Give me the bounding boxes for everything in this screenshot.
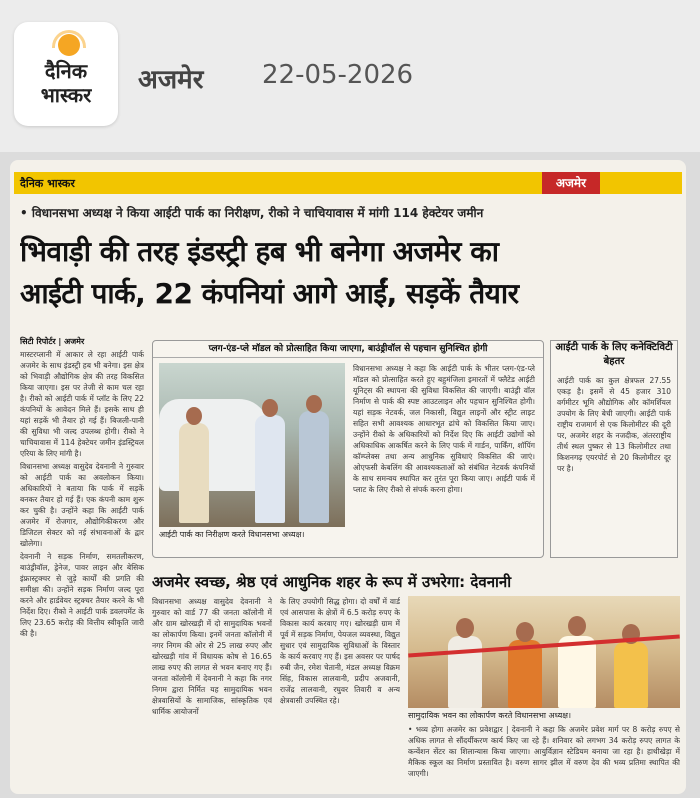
photo-caption: आईटी पार्क का निरीक्षण करते विधानसभा अध्यक्ष।	[159, 530, 305, 539]
photo-caption: सामुदायिक भवन का लोकार्पण करते विधानसभा अध्यक्ष।	[408, 711, 572, 720]
headline-line2: आईटी पार्क, 22 कंपनियां आगे आईं, सड़कें तैयार	[20, 277, 519, 310]
byline: सिटी रिपोर्टर | अजमेर	[20, 337, 85, 346]
logo-text-line1: दैनिक	[44, 59, 88, 83]
plug-and-play-box	[152, 340, 544, 558]
person-shape	[179, 423, 209, 523]
page-header-strip	[14, 172, 682, 194]
person-head	[262, 399, 278, 417]
app-header	[0, 0, 700, 152]
dainik-bhaskar-logo[interactable]	[14, 22, 118, 126]
headline-line1: भिवाड़ी की तरह इंडस्ट्री हब भी बनेगा अजमेर का	[20, 235, 499, 268]
strip-logo: दैनिक भास्कर	[20, 177, 75, 190]
person-shape	[448, 636, 482, 708]
person-shape	[614, 642, 648, 708]
person-head	[456, 618, 474, 638]
edition-date: 22-05-2026	[262, 60, 414, 90]
person-shape	[299, 411, 329, 523]
logo-text-line2: भास्कर	[40, 83, 92, 107]
person-head	[516, 622, 534, 642]
person-shape	[558, 636, 596, 708]
col1-paragraph-2: विधानसभा अध्यक्ष वासुदेव देवनानी ने गुरुवार को आईटी पार्क का अवलोकन किया। अधिकारियों ने बताया कि पार्क में सड़कें बनकर तैयार हो गई हैं। एक कंपनी काम शुरू कर चुकी है। उन्होंने कहा कि आईटी पार्क अजमेर में रोजगार, औद्योगिकीकरण और डिजिटल सेक्टर को नई संभावनाओं के द्वार खोलेगा।	[20, 462, 144, 548]
col1-paragraph-3: देवनानी ने सड़क निर्माण, समतलीकरण, बाउंड्रीवॉल, ड्रेनेज, पावर लाइन और बेसिक इंफ्रास्ट्रक्चर से जुड़े कार्यों की प्रगति की समीक्षा की। उन्होंने सड़क निर्माण जल्द पूरा करने और हार्डवेयर स्ट्रक्चर तैयार करने के भी निर्देश दिए। रीको ने आईटी पार्क डवलपमेंट के लिए 23.65 करोड़ की वित्तीय स्वीकृति जारी की है।	[20, 552, 144, 638]
sun-icon	[58, 34, 80, 56]
section2-column-2: के लिए उपयोगी सिद्ध होगा। दो वर्षों में वार्ड एवं आसपास के क्षेत्रों में 6.5 करोड़ रुपए के विकास कार्य करवाए गए। खोरखड़ी ग्राम में पूर्व में सड़क निर्माण, पेयजल व्यवस्था, विद्युत सुधार एवं सामुदायिक सुविधाओं के विस्तार के कार्य करवाए गए हैं। इस अवसर पर पार्षद रुबी जैन, रमेश चेतानी, मंडल अध्यक्ष विक्रम सिंह, विकास लालवानी, प्रदीप अजवानी, राजेंद्र लालवानी, रघुवर तिवारी व अन्य क्षेत्रवासी उपस्थित रहे।	[280, 597, 400, 705]
box-text: विधानसभा अध्यक्ष ने कहा कि आईटी पार्क के भीतर प्लग-एंड-प्ले मॉडल को प्रोत्साहित करते हुए बहुमंजिला इमारतों में फ्लैटेड आईटी यूनिट्स की स्थापना की सुविधा विकसित की जाएगी। बाउंड्री वॉल निर्माण से पार्क की स्पष्ट आउटलाइन और पहचान सुनिश्चित होगी। यहां सड़क नेटवर्क, जल निकासी, विद्युत लाइनों और स्ट्रीट लाइट सहित सभी आवश्यक आधारभूत ढांचे को विकसित किया जाए। उन्होंने रीको के अधिकारियों को निर्देश दिए कि आईटी उद्योगों को अधिकाधिक आकर्षित करने के लिए पार्क में गार्डन, पार्किंग, शॉपिंग कॉम्प्लेक्स तथा अन्य आधुनिक सुविधाएं विकसित की जाएं। ओएफसी केबलिंग की आवश्यकताओं को संबंधित नेटवर्क कंपनियों के साथ समन्वय स्थापित कर तुरंत पूरा किया जाए। आईटी पार्क में प्लाट के लिए रीको से संपर्क करना होगा।	[353, 364, 535, 494]
connectivity-sidebar	[550, 340, 678, 558]
person-head	[568, 616, 586, 636]
car-shape	[159, 399, 269, 491]
inspection-photo[interactable]	[159, 363, 345, 527]
article-column-1	[20, 336, 144, 788]
sidebar-text: आईटी पार्क का कुल क्षेत्रफल 27.55 एकड़ है। इसमें से 45 हजार 310 वर्गमीटर भूमि औद्योगिक और कॉमर्शियल उपयोग के लिए बेची जाएगी। आईटी पार्क राष्ट्रीय राजमार्ग से एक किलोमीटर की दूरी पर, अजमेर शहर के नजदीक, अंतरराष्ट्रीय तीर्थ स्थल पुष्कर से 13 किलोमीटर तथा किशनगढ़ एयरपोर्ट से 20 किलोमीटर दूर पर है।	[557, 376, 671, 473]
newspaper-page[interactable]	[10, 160, 686, 794]
strip-city-badge: अजमेर	[542, 172, 600, 194]
sidebar-heading: आईटी पार्क के लिए कनेक्टिविटी बेहतर	[555, 342, 673, 367]
section2-headline: अजमेर स्वच्छ, श्रेष्ठ एवं आधुनिक शहर के रूप में उभरेगा: देवनानी	[152, 573, 512, 591]
person-head	[306, 395, 322, 413]
section2-column-1: विधानसभा अध्यक्ष वासुदेव देवनानी ने गुरुवार को वार्ड 77 की जनता कॉलोनी में और ग्राम खोरखड़ी में दो सामुदायिक भवनों का लोकार्पण किया। इनमें जनता कॉलोनी में नगर निगम की ओर से 25 लाख रुपए और खोरखड़ी गांव में विधायक कोष से 16.65 लाख रुपए की लागत से भवन बनाए गए हैं। जनता कॉलोनी में देवनानी ने कहा कि नगर निगम द्वारा निर्मित यह सामुदायिक भवन क्षेत्रवासियों के सामाजिक, सांस्कृतिक एवं धार्मिक आयोजनों	[152, 597, 272, 716]
person-shape	[255, 415, 285, 523]
col1-paragraph-1: मास्टरप्लानी में आकार ले रहा आईटी पार्क अजमेर के साथ इंडस्ट्री हब भी बनेगा। इस क्षेत्र को भिवाड़ी औद्योगिक क्षेत्र की तरह विकसित किया जाएगा। इस पर तेजी से काम चल रहा है। रीको को आईटी पार्क में प्लॉट के लिए 22 कंपनियों के आवेदन मिले हैं। इसके साथ ही यहां सड़कें भी तैयार हो गई हैं। बिजली-पानी की सुविधा भी जल्द उपलब्ध होगी। रीको ने चाचियावास में 114 हेक्टेयर जमीन इंडस्ट्रियल एरिया के लिए मांगी है।	[20, 350, 144, 458]
box-heading: प्लग-एंड-प्ले मॉडल को प्रोत्साहित किया जाएगा, बाउंड्रीवॉल से पहचान सुनिश्चित होगी	[153, 341, 543, 358]
person-head	[186, 407, 202, 425]
inauguration-photo[interactable]	[408, 596, 680, 708]
section2-column-3: • भव्य होगा अजमेर का प्रवेशद्वार | देवनानी ने कहा कि अजमेर प्रवेश मार्ग पर 8 करोड़ रुपए से अधिक लागत से सौंदर्यीकरण कार्य किए जा रहे हैं। शनिवार को लगभग 34 करोड़ रुपए लागत के कन्वेंशन सेंटर का शिलान्यास किया जाएगा। आयुर्विज्ञान स्टेडियम बनाया जा रहा है। हाथीखेड़ा में मैकिक स्कूल का निर्माण प्रस्तावित है। वरुण सागर झील में वरुण देव की भव्य प्रतिमा स्थापित की जाएगी।	[408, 725, 680, 778]
article-kicker: • विधानसभा अध्यक्ष ने किया आईटी पार्क का निरीक्षण, रीको ने चाचियावास में मांगी 114 हेक्टेयर जमीन	[20, 206, 484, 220]
edition-city: अजमेर	[138, 65, 204, 95]
person-shape	[508, 640, 542, 708]
